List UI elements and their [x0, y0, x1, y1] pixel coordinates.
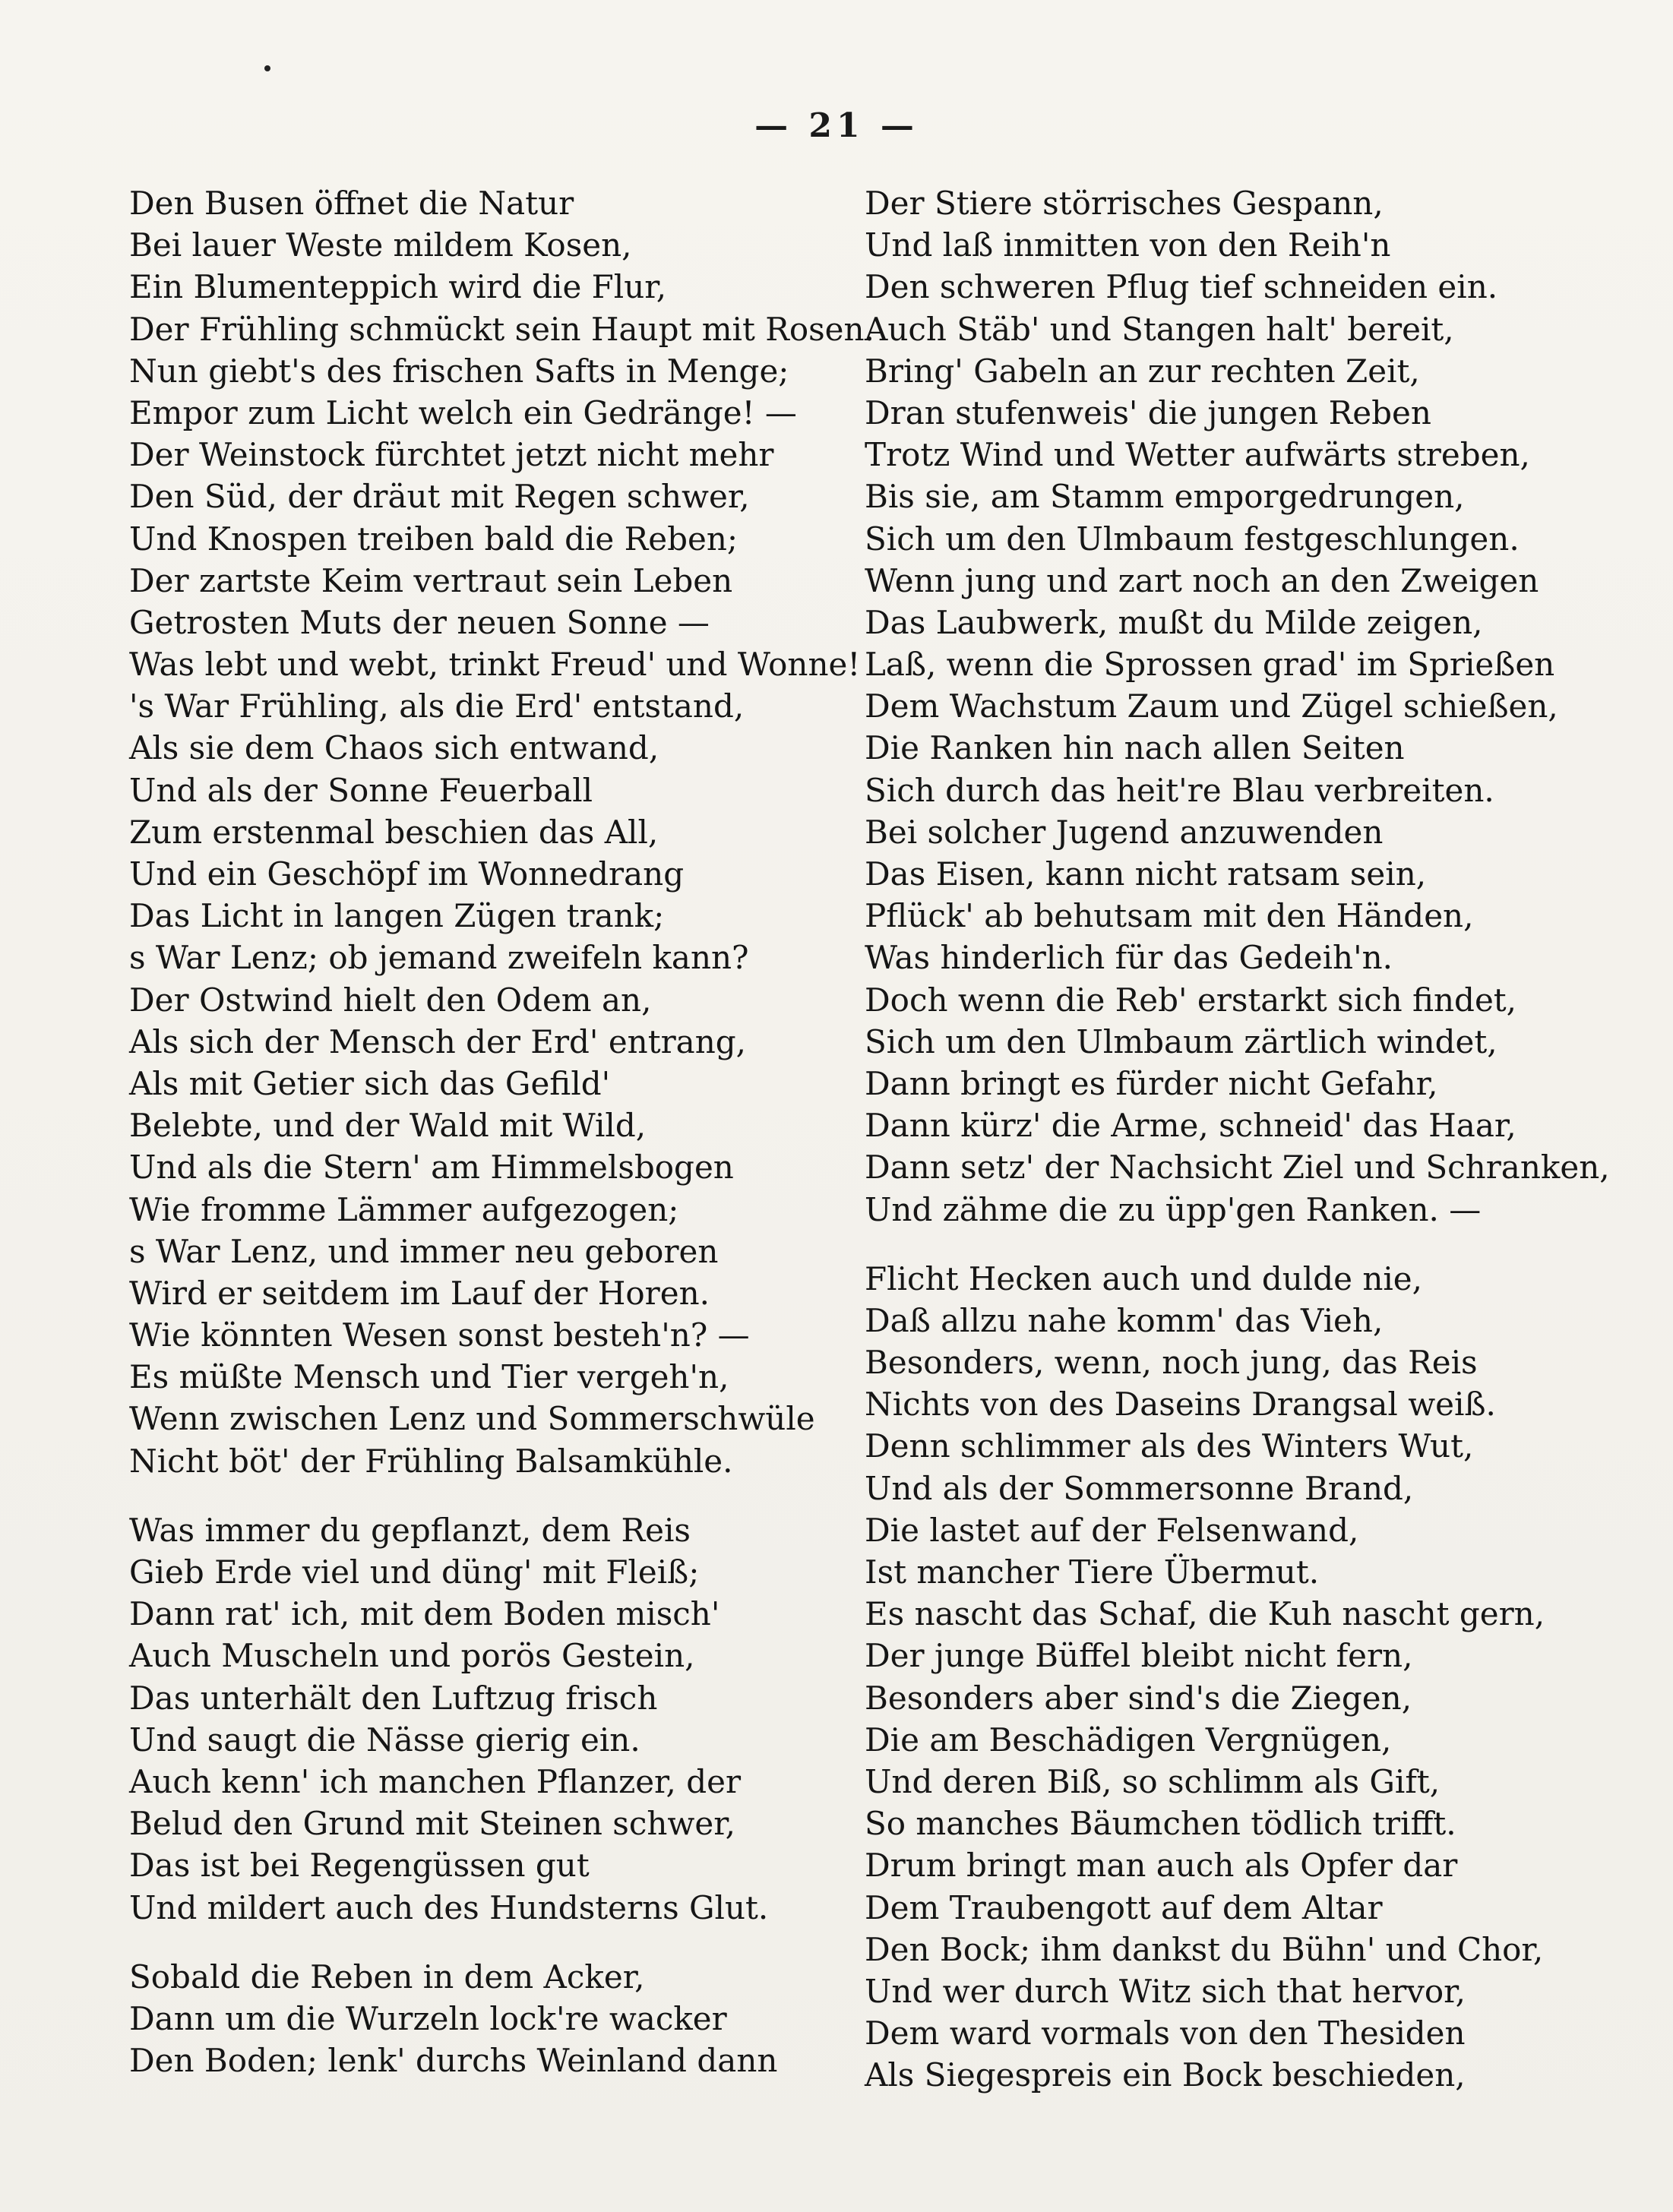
verse-line: Was hinderlich für das Gedeih'n.: [865, 939, 1393, 977]
verse-line: Der Ostwind hielt den Odem an,: [129, 981, 652, 1019]
verse-line: Dann rat' ich, mit dem Boden misch': [129, 1595, 720, 1633]
verse-line: Der Weinstock fürchtet jetzt nicht mehr: [129, 436, 774, 474]
verse-line: Flicht Hecken auch und dulde nie,: [865, 1259, 1423, 1297]
verse-line: Es nascht das Schaf, die Kuh nascht gern,: [865, 1595, 1545, 1633]
verse-line: Dran stufenweis' die jungen Reben: [865, 393, 1431, 431]
stanza: [129, 1956, 813, 2082]
verse-line: Auch Muscheln und porös Gestein,: [129, 1637, 695, 1675]
verse-line: Und ein Geschöpf im Wonnedrang: [129, 855, 685, 893]
verse-line: Den schweren Pflug tief schneiden ein.: [865, 268, 1498, 306]
verse-line: Besonders aber sind's die Ziegen,: [865, 1679, 1412, 1717]
verse-line: Belebte, und der Wald mit Wild,: [129, 1107, 647, 1145]
verse-line: Bei lauer Weste mildem Kosen,: [129, 226, 632, 264]
stanza: [129, 182, 874, 1482]
verse-line: Nichts von des Daseins Drangsal weiß.: [865, 1386, 1496, 1424]
verse-line: Nun giebt's des frischen Safts in Menge;: [129, 352, 789, 390]
verse-line: Denn schlimmer als des Winters Wut,: [865, 1427, 1474, 1465]
verse-line: Bring' Gabeln an zur rechten Zeit,: [865, 352, 1420, 390]
verse-line: Und als der Sommersonne Brand,: [865, 1469, 1414, 1507]
verse-line: Was lebt und webt, trinkt Freud' und Wonne!: [129, 646, 861, 684]
right-column: [865, 182, 1610, 2096]
verse-line: Ein Blumenteppich wird die Flur,: [129, 268, 667, 306]
stanza: [865, 182, 1610, 1231]
verse-line: Das Laubwerk, mußt du Milde zeigen,: [865, 603, 1483, 641]
verse-line: Sich um den Ulmbaum festgeschlungen.: [865, 520, 1520, 558]
verse-line: Den Bock; ihm dankst du Bühn' und Chor,: [865, 1930, 1544, 1968]
verse-line: Die Ranken hin nach allen Seiten: [865, 729, 1405, 767]
verse-line: Als mit Getier sich das Gefild': [129, 1064, 611, 1102]
verse-line: Zum erstenmal beschien das All,: [129, 813, 659, 851]
verse-line: Nicht böt' der Frühling Balsamkühle.: [129, 1442, 733, 1480]
verse-line: Bis sie, am Stamm emporgedrungen,: [865, 478, 1465, 516]
verse-line: Das Eisen, kann nicht ratsam sein,: [865, 855, 1427, 893]
verse-line: Dem Wachstum Zaum und Zügel schießen,: [865, 687, 1558, 725]
verse-line: Dem ward vormals von den Thesiden: [865, 2014, 1466, 2052]
verse-line: Der Frühling schmückt sein Haupt mit Rosen.: [129, 310, 874, 348]
verse-line: Bei solcher Jugend anzuwenden: [865, 813, 1384, 851]
verse-line: Dem Traubengott auf dem Altar: [865, 1888, 1383, 1926]
verse-line: Daß allzu nahe komm' das Vieh,: [865, 1301, 1384, 1339]
left-column: [129, 182, 874, 2081]
verse-line: Drum bringt man auch als Opfer dar: [865, 1847, 1458, 1885]
verse-line: Und wer durch Witz sich that hervor,: [865, 1972, 1466, 2010]
stanza-gap: [129, 1482, 813, 1509]
verse-line: Auch kenn' ich manchen Pflanzer, der: [129, 1762, 742, 1800]
verse-line: Den Boden; lenk' durchs Weinland dann: [129, 2042, 778, 2080]
verse-line: Wenn jung und zart noch an den Zweigen: [865, 561, 1539, 599]
verse-line: Sobald die Reben in dem Acker,: [129, 1958, 645, 1996]
verse-line: Der zartste Keim vertraut sein Leben: [129, 561, 733, 599]
verse-line: s War Lenz, und immer neu geboren: [129, 1232, 719, 1270]
verse-line: So manches Bäumchen tödlich trifft.: [865, 1805, 1456, 1843]
verse-line: Den Süd, der dräut mit Regen schwer,: [129, 478, 750, 516]
verse-line: Dann um die Wurzeln lock're wacker: [129, 1999, 727, 2037]
verse-line: Wenn zwischen Lenz und Sommerschwüle: [129, 1400, 815, 1438]
verse-line: Das ist bei Regengüssen gut: [129, 1847, 590, 1885]
verse-line: Und als die Stern' am Himmelsbogen: [129, 1149, 734, 1187]
verse-line: Auch Stäb' und Stangen halt' bereit,: [865, 310, 1454, 348]
verse-line: Es müßte Mensch und Tier vergeh'n,: [129, 1358, 729, 1396]
verse-line: s War Lenz; ob jemand zweifeln kann?: [129, 939, 749, 977]
verse-line: Ist mancher Tiere Übermut.: [865, 1553, 1320, 1591]
page-number: — 21 —: [754, 106, 919, 145]
verse-line: Besonders, wenn, noch jung, das Reis: [865, 1344, 1478, 1382]
verse-line: Die lastet auf der Felsenwand,: [865, 1511, 1359, 1549]
verse-line: Und zähme die zu üpp'gen Ranken. —: [865, 1190, 1482, 1228]
verse-line: Und saugt die Nässe gierig ein.: [129, 1721, 640, 1759]
verse-line: Dann kürz' die Arme, schneid' das Haar,: [865, 1107, 1516, 1145]
stanza: [129, 1509, 813, 1929]
verse-line: Empor zum Licht welch ein Gedränge! —: [129, 393, 797, 431]
verse-line: Getrosten Muts der neuen Sonne —: [129, 603, 710, 641]
verse-line: Sich durch das heit're Blau verbreiten.: [865, 771, 1494, 809]
verse-line: Belud den Grund mit Steinen schwer,: [129, 1805, 736, 1843]
verse-line: Was immer du gepflanzt, dem Reis: [129, 1511, 691, 1549]
verse-line: Das unterhält den Luftzug frisch: [129, 1679, 658, 1717]
ink-speck: [264, 65, 270, 71]
verse-line: 's War Frühling, als die Erd' entstand,: [129, 687, 745, 725]
verse-line: Dann bringt es fürder nicht Gefahr,: [865, 1064, 1438, 1102]
verse-line: Die am Beschädigen Vergnügen,: [865, 1721, 1392, 1759]
verse-line: Sich um den Ulmbaum zärtlich windet,: [865, 1022, 1497, 1060]
verse-line: Und als der Sonne Feuerball: [129, 771, 593, 809]
stanza-gap: [865, 1231, 1533, 1258]
stanza-gap: [129, 1929, 813, 1956]
verse-line: Und Knospen treiben bald die Reben;: [129, 520, 738, 558]
verse-line: Als sich der Mensch der Erd' entrang,: [129, 1022, 747, 1060]
verse-line: Der junge Büffel bleibt nicht fern,: [865, 1637, 1413, 1675]
verse-line: Dann setz' der Nachsicht Ziel und Schranken,: [865, 1149, 1610, 1187]
verse-line: Den Busen öffnet die Natur: [129, 185, 574, 222]
verse-line: Gieb Erde viel und düng' mit Fleiß;: [129, 1553, 700, 1591]
verse-line: Laß, wenn die Sprossen grad' im Sprießen: [865, 646, 1555, 684]
verse-line: Wird er seitdem im Lauf der Horen.: [129, 1274, 710, 1312]
verse-line: Der Stiere störrisches Gespann,: [865, 185, 1384, 222]
verse-line: Doch wenn die Reb' erstarkt sich findet,: [865, 981, 1517, 1019]
verse-line: Als sie dem Chaos sich entwand,: [129, 729, 659, 767]
verse-line: Und laß inmitten von den Reih'n: [865, 226, 1391, 264]
verse-line: Trotz Wind und Wetter aufwärts streben,: [865, 436, 1530, 474]
verse-line: Und deren Biß, so schlimm als Gift,: [865, 1762, 1441, 1800]
verse-line: Das Licht in langen Zügen trank;: [129, 897, 665, 935]
verse-line: Pflück' ab behutsam mit den Händen,: [865, 897, 1474, 935]
verse-line: Als Siegespreis ein Bock beschieden,: [865, 2056, 1466, 2094]
verse-line: Wie könnten Wesen sonst besteh'n? —: [129, 1316, 750, 1354]
verse-line: Wie fromme Lämmer aufgezogen;: [129, 1190, 679, 1228]
verse-line: Und mildert auch des Hundsterns Glut.: [129, 1888, 769, 1926]
stanza: [865, 1258, 1545, 2097]
